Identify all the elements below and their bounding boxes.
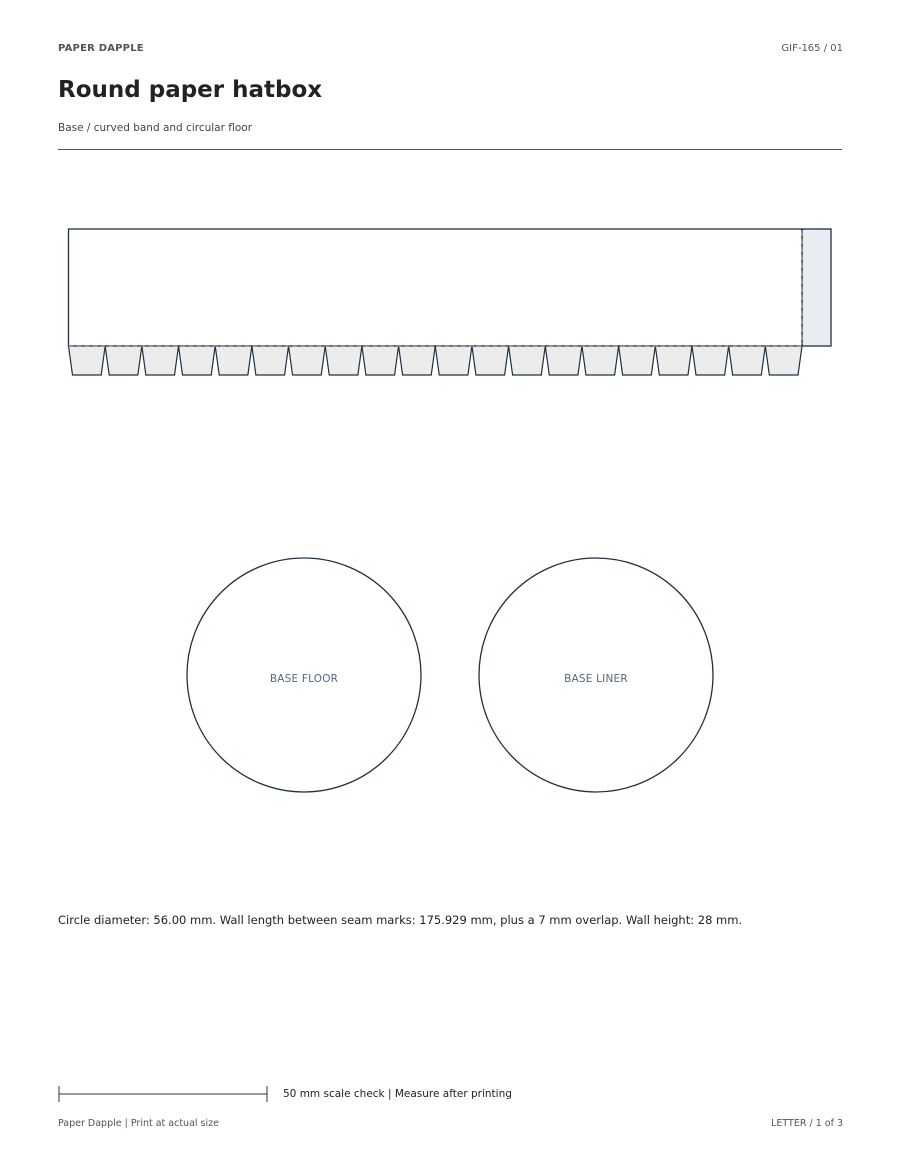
glue-tab <box>765 346 802 375</box>
glue-tab <box>619 346 656 375</box>
page-subtitle: Base / curved band and circular floor <box>58 122 253 134</box>
band-overlap-flap <box>802 229 831 346</box>
base-liner-label: BASE LINER <box>564 673 628 685</box>
curved-band <box>69 229 832 375</box>
glue-tab <box>399 346 436 375</box>
brand-name: PAPER DAPPLE <box>58 43 144 54</box>
glue-tab <box>215 346 252 375</box>
scale-check-label: 50 mm scale check | Measure after printing <box>283 1088 512 1100</box>
scale-bar <box>58 1085 268 1103</box>
glue-tab <box>252 346 289 375</box>
glue-tab <box>545 346 582 375</box>
glue-tab <box>142 346 179 375</box>
glue-tab <box>105 346 142 375</box>
glue-tab <box>69 346 106 375</box>
band-wall <box>69 229 803 346</box>
footer-page-info: LETTER / 1 of 3 <box>771 1118 843 1129</box>
glue-tab <box>289 346 326 375</box>
glue-tab <box>729 346 766 375</box>
sheet-code: GIF-165 / 01 <box>781 43 843 54</box>
band-tabs <box>69 346 803 375</box>
page-title: Round paper hatbox <box>58 77 323 103</box>
glue-tab <box>509 346 546 375</box>
glue-tab <box>582 346 619 375</box>
glue-tab <box>472 346 509 375</box>
glue-tab <box>692 346 729 375</box>
dimension-note: Circle diameter: 56.00 mm. Wall length between seam marks: 175.929 mm, plus a 7 mm overlap. Wall height: 28 mm. <box>58 913 743 927</box>
glue-tab <box>655 346 692 375</box>
base-floor-label: BASE FLOOR <box>269 673 339 685</box>
glue-tab <box>435 346 472 375</box>
glue-tab <box>362 346 399 375</box>
footer-note: Paper Dapple | Print at actual size <box>58 1118 219 1129</box>
glue-tab <box>325 346 362 375</box>
glue-tab <box>179 346 216 375</box>
